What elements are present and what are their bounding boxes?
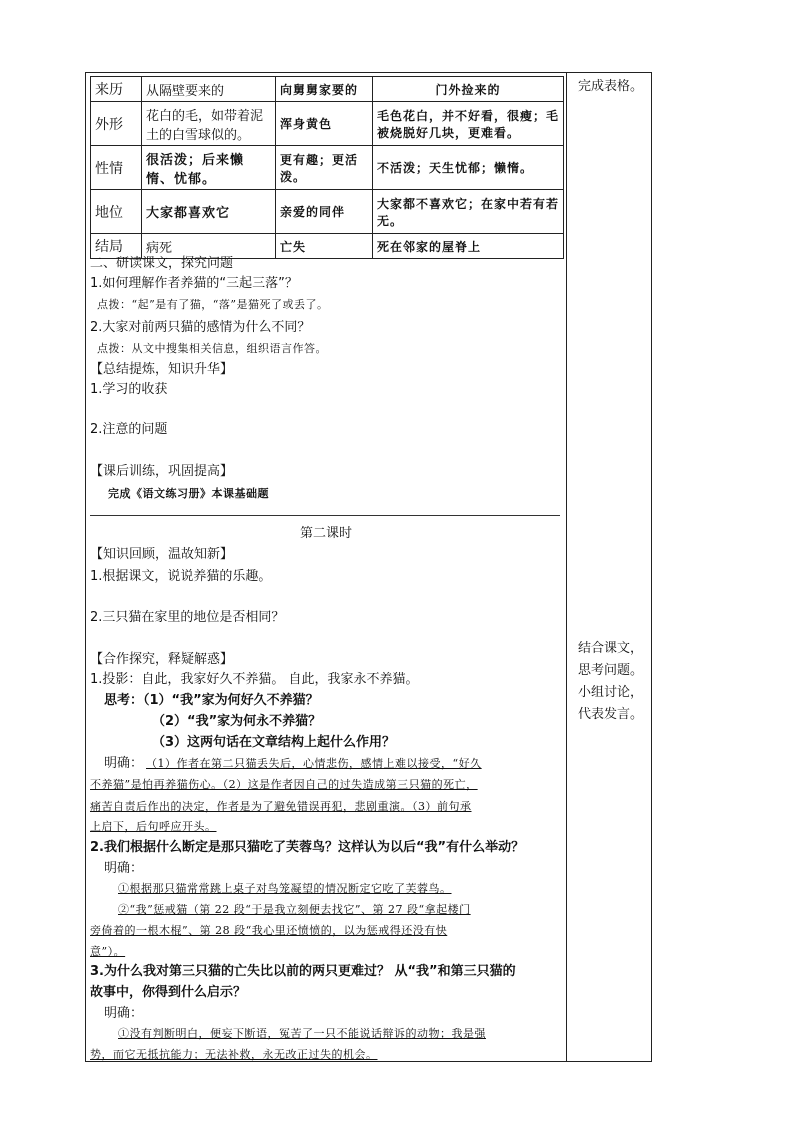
list-item: 1.学习的收获 [90,382,168,397]
answer-line: （1）作者在第二只猫丢失后，心情悲伤，感情上难以接受，“好久 [146,757,482,770]
section-heading: 【课后训练，巩固提高】 [90,464,234,479]
cell: 大家都喜欢它 [142,190,276,234]
section-divider [90,515,560,516]
question: 故事中，你得到什么启示？ [90,985,247,1000]
think-question: （2）“我”家为何永不养猫？ [152,714,322,729]
list-item: 2.注意的问题 [90,422,168,437]
answer-line: ①根据那只猫常常跳上桌子对鸟笼凝望的情况断定它吃了芙蓉鸟。 [118,882,452,895]
answer-line: 旁倚着的一根木棍”、第 28 段“我心里还愤愤的，以为惩戒得还没有快 [90,924,448,937]
cell: 从隔壁要来的 [142,77,276,102]
answer-label: 明确： [104,1006,144,1021]
cell: 大家都不喜欢它；在家中若有若无。 [373,190,564,234]
row-label: 来历 [91,77,142,102]
row-label: 外形 [91,102,142,146]
think-question: （3）这两句话在文章结构上起什么作用？ [152,735,396,750]
answer-line: 不养猫”是怕再养猫伤心。（2）这是作者因自己的过失造成第三只猫的死亡， [90,778,478,791]
hint-text: 点拨：从文中搜集相关信息，组织语言作答。 [97,342,327,355]
question: 1.如何理解作者养猫的“三起三落”？ [90,276,298,291]
cell: 死在邻家的屋脊上 [373,234,564,259]
cell: 毛色花白，并不好看，很瘦；毛被烧脱好几块，更难看。 [373,102,564,146]
table-row [91,102,564,146]
answer-label: 明确： [104,861,144,876]
question: 1.根据课文，说说养猫的乐趣。 [90,569,272,584]
section-heading: 二、研读课文，探究问题 [90,256,234,271]
answer-line: 上启下，后句呼应开头。 [90,820,217,833]
section-heading: 【合作探究，释疑解惑】 [90,652,234,667]
cell: 亡失 [276,234,373,259]
cell: 病死 [142,234,276,259]
hint-text: 点拨：“起”是有了猫，“落”是猫死了或丢了。 [97,298,329,311]
question: 3.为什么我对第三只猫的亡失比以前的两只更难过？ 从“我”和第三只猫的 [90,964,516,979]
question: 2.我们根据什么断定是那只猫吃了芙蓉鸟？这样认为以后“我”有什么举动？ [90,840,525,855]
cell: 向舅舅家要的 [276,77,373,102]
answer-line: 势，而它无抵抗能力；无法补救，永无改正过失的机会。 [90,1048,378,1061]
lesson-title: 第二课时 [300,526,353,541]
table-row [91,146,564,190]
cell: 不活泼；天生忧郁；懒惰。 [373,146,564,190]
answer-label: 明确： [104,756,144,771]
question: 2.三只猫在家里的地位是否相同？ [90,610,285,625]
homework-text: 完成《语文练习册》本课基础题 [108,487,269,500]
row-label: 性情 [91,146,142,190]
cell: 亲爱的同伴 [276,190,373,234]
side-note-fill-table: 完成表格。 [578,79,644,94]
cell: 门外捡来的 [373,77,564,102]
table-row [91,190,564,234]
table-row [91,77,564,102]
answer-line: 痛苦自责后作出的决定，作者是为了避免错误再犯，悲剧重演。（3）前句承 [90,800,472,813]
cell: 很活泼；后来懒惰、忧郁。 [142,146,276,190]
answer-line: ②“我”惩戒猫（第 22 段“于是我立刻便去找它”、第 27 段“拿起楼门 [118,903,471,916]
cell: 花白的毛，如带着泥土的白雪球似的。 [142,102,276,146]
cell: 浑身黄色 [276,102,373,146]
question: 2.大家对前两只猫的感情为什么不同？ [90,320,311,335]
side-note-discussion: 结合课文，思考问题。小组讨论，代表发言。 [578,641,644,722]
answer-line: ①没有判断明白，便妄下断语，冤苦了一只不能说话辩诉的动物；我是强 [118,1027,486,1040]
section-heading: 【知识回顾，温故知新】 [90,547,234,562]
section-heading: 【总结提炼，知识升华】 [90,362,234,377]
cell: 更有趣；更活泼。 [276,146,373,190]
think-question: 思考：（1）“我”家为何好久不养猫？ [104,693,319,708]
row-label: 结局 [91,234,142,259]
cat-comparison-table [90,76,564,259]
column-divider [566,72,567,1062]
row-label: 地位 [91,190,142,234]
answer-line: 意”）。 [90,945,126,958]
question: 1.投影：自此，我家好久不养猫。 自此，我家永不养猫。 [90,672,419,687]
